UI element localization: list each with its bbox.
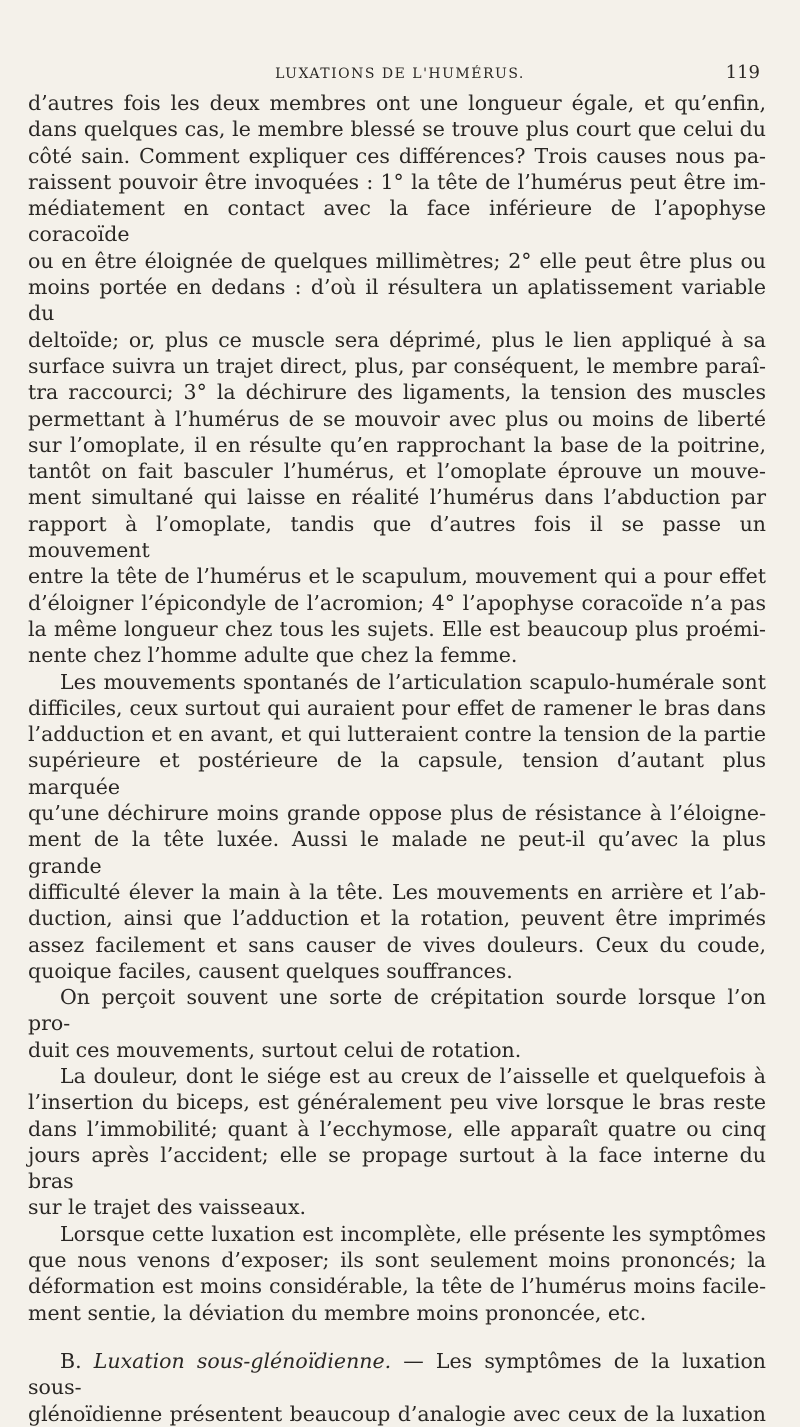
text-line: l’adduction et en avant, et qui lutteraient contre la tension de la partie [28, 722, 766, 747]
text-line: sur le trajet des vaisseaux. [28, 1195, 307, 1220]
text-line: déformation est moins considérable, la tête de l’humérus moins facile- [28, 1274, 766, 1299]
text-line: On perçoit souvent une sorte de crépitation sourde lorsque l’on pro- [28, 985, 766, 1036]
text-line: La douleur, dont le siége est au creux de l’aisselle et quelquefois à [60, 1063, 766, 1088]
body-text [28, 90, 766, 1427]
text-line: sur l’omoplate, il en résulte qu’en rapprochant la base de la poitrine, [28, 432, 766, 457]
text-line: ment sentie, la déviation du membre moins prononcée, etc. [28, 1300, 647, 1325]
text-line: que nous venons d’exposer; ils sont seulement moins prononcés; la [28, 1248, 766, 1273]
paragraph [28, 90, 766, 669]
text-line: jours après l’accident; elle se propage surtout à la face interne du bras [28, 1142, 766, 1194]
text-line: assez facilement et sans causer de vives douleurs. Ceux du coude, [28, 932, 766, 957]
running-head [0, 62, 800, 86]
section-gap [28, 1326, 766, 1348]
text-line: dans l’immobilité; quant à l’ecchymose, elle apparaît quatre ou cinq [28, 1116, 766, 1141]
text-line: difficulté élever la main à la tête. Les mouvements en arrière et l’ab- [28, 879, 766, 904]
section-b-line-2: glénoïdienne présentent beaucoup d’analogie avec ceux de la luxation [28, 1401, 766, 1426]
text-line: dans quelques cas, le membre blessé se trouve plus court que celui du [28, 117, 766, 142]
text-line: tra raccourci; 3° la déchirure des ligaments, la tension des muscles [28, 380, 766, 405]
text-line: ment simultané qui laisse en réalité l’humérus dans l’abduction par [28, 485, 766, 510]
text-line: supérieure et postérieure de la capsule, tension d’autant plus marquée [28, 748, 766, 799]
text-line: deltoïde; or, plus ce muscle sera déprimé, plus le lien appliqué à sa [28, 327, 766, 352]
text-line: Lorsque cette luxation est incomplète, elle présente les symptômes [60, 1221, 766, 1246]
section-b-first-line-text: — Les symptômes de la luxation sous- [28, 1348, 766, 1400]
text-line: surface suivra un trajet direct, plus, par conséquent, le membre paraî- [28, 353, 766, 378]
text-line: permettant à l’humérus de se mouvoir avec plus ou moins de liberté [28, 406, 766, 431]
section-b [28, 1348, 766, 1427]
text-line: qu’une déchirure moins grande oppose plus de résistance à l’éloigne- [28, 801, 766, 826]
section-b-title: Luxation sous-glénoïdienne. [93, 1348, 392, 1373]
paragraph [28, 669, 766, 985]
section-b-letter: B. [60, 1348, 82, 1373]
text-line: ment de la tête luxée. Aussi le malade ne peut-il qu’avec la plus grande [28, 827, 766, 878]
paragraph [28, 984, 766, 1063]
paragraph [28, 1221, 766, 1326]
text-line: quoique faciles, causent quelques souffrances. [28, 958, 513, 983]
paragraph [28, 1063, 766, 1221]
text-line: duction, ainsi que l’adduction et la rotation, peuvent être imprimés [28, 906, 766, 931]
text-line: entre la tête de l’humérus et le scapulum, mouvement qui a pour effet [28, 564, 766, 589]
section-b-first-line [28, 1348, 766, 1401]
text-line: tantôt on fait basculer l’humérus, et l’omoplate éprouve un mouve- [28, 459, 766, 484]
running-title: LUXATIONS DE L'HUMÉRUS. [275, 66, 525, 82]
paragraph-container [28, 90, 766, 1326]
text-line: Les mouvements spontanés de l’articulation scapulo-humérale sont [60, 669, 766, 694]
text-line: d’éloigner l’épicondyle de l’acromion; 4° l’apophyse coracoïde n’a pas [28, 590, 766, 615]
text-line: nente chez l’homme adulte que chez la femme. [28, 643, 518, 668]
text-line: raissent pouvoir être invoquées : 1° la tête de l’humérus peut être im- [28, 169, 766, 194]
text-line: difficiles, ceux surtout qui auraient pour effet de ramener le bras dans [28, 695, 766, 720]
page-number: 119 [725, 62, 760, 83]
text-line: l’insertion du biceps, est généralement peu vive lorsque le bras reste [28, 1090, 766, 1115]
text-line: rapport à l’omoplate, tandis que d’autres fois il se passe un mouvement [28, 511, 766, 563]
text-line: d’autres fois les deux membres ont une longueur égale, et qu’enfin, [28, 91, 766, 115]
text-line: duit ces mouvements, surtout celui de rotation. [28, 1037, 522, 1062]
text-line: ou en être éloignée de quelques millimètres; 2° elle peut être plus ou [28, 248, 766, 273]
text-line: moins portée en dedans : d’où il résultera un aplatissement variable du [28, 275, 766, 326]
text-line: médiatement en contact avec la face inférieure de l’apophyse coracoïde [28, 196, 766, 247]
text-line: côté sain. Comment expliquer ces différences? Trois causes nous pa- [28, 143, 766, 168]
text-line: la même longueur chez tous les sujets. Elle est beaucoup plus proémi- [28, 616, 766, 641]
